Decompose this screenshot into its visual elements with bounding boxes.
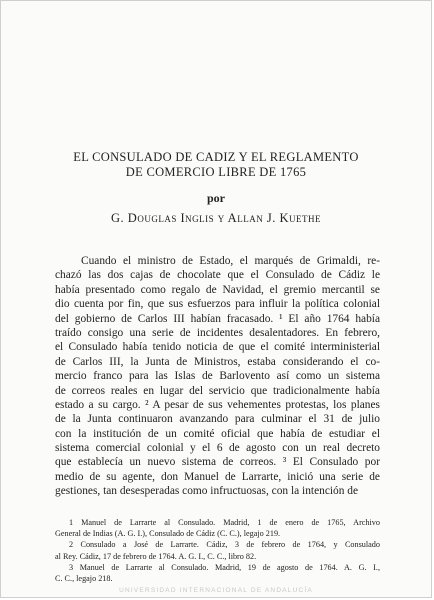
footnote-line: 1 Manuel de Larrarte al Consulado. Madrid, 1 de enero de 1765, Archivo xyxy=(69,518,380,527)
watermark: UNIVERSIDAD INTERNACIONAL DE ANDALUCÍA xyxy=(119,587,313,594)
body-line: de correos reales en lugar del servicio que tradicionalmente había xyxy=(55,384,380,397)
body-line: gestiones, tan desesperadas como infructuosas, con la intención de xyxy=(55,485,359,498)
body-line: Cuando el ministro de Estado, el marqués de Grimaldi, re- xyxy=(81,255,380,267)
footnote-line: 2 Consulado a José de Larrarte. Cádiz, 3 de febrero de 1764, y Consulado xyxy=(69,540,380,550)
footnote-line: General de Indias (A. G. I.), Consulado de Cádiz (C. C.), legajo 219. xyxy=(55,529,281,539)
body-line: del gobierno de Carlos III habían fracasado. ¹ El año 1764 había xyxy=(55,312,380,325)
body-line: el Consulado había tenido noticia de que el comité interministerial xyxy=(55,341,380,354)
body-line: mercio franco para las Islas de Barlovento así como un sistema xyxy=(55,370,380,383)
body-line: que establecía un nuevo sistema de correos. ³ El Consulado por xyxy=(55,456,380,469)
body-line: había presentado como regalo de Navidad, el gremio mercantil se xyxy=(55,283,380,296)
body-line: de la Junta continuaron avanzando para culminar el 31 de julio xyxy=(55,413,380,426)
footnote-line: al Rey. Cádiz, 17 de febrero de 1764. A. G. I., C. C., libro 82. xyxy=(55,551,257,561)
body-line: sistema comercial colonial y el 6 de agosto con un real decreto xyxy=(55,442,380,455)
body-line: traído consigo una serie de incidentes desalentadores. En febrero, xyxy=(55,326,380,339)
body-line: medio de su agente, don Manuel de Larrarte, inició una serie de xyxy=(55,470,380,483)
body-line: dio cuenta por fin, que sus esfuerzos para influir la política colonial xyxy=(55,298,380,311)
article-title-line-2: DE COMERCIO LIBRE DE 1765 xyxy=(125,165,307,179)
byline-por: por xyxy=(207,191,225,205)
footnote-line: 3 Manuel de Larrarte al Consulado. Madrid, 19 de agosto de 1764. A. G. I., xyxy=(69,562,380,572)
article-title-line-1: EL CONSULADO DE CADIZ Y EL REGLAMENTO xyxy=(73,150,359,164)
body-line: chazó las dos cajas de chocolate que el Consulado de Cádiz le xyxy=(55,269,380,282)
body-line: con la institución de un comité oficial que había de estudiar el xyxy=(55,427,380,440)
article-authors: G. Douglas Inglis y Allan J. Kuethe xyxy=(111,211,321,225)
body-line: de Carlos III, la Junta de Ministros, estaba considerando el co- xyxy=(55,355,380,368)
footnote-line: C. C., legajo 218. xyxy=(55,573,113,583)
body-line: estado a su cargo. ² A pesar de sus vehementes protestas, los planes xyxy=(55,398,380,411)
article-body xyxy=(55,254,380,499)
footnotes xyxy=(55,517,380,584)
